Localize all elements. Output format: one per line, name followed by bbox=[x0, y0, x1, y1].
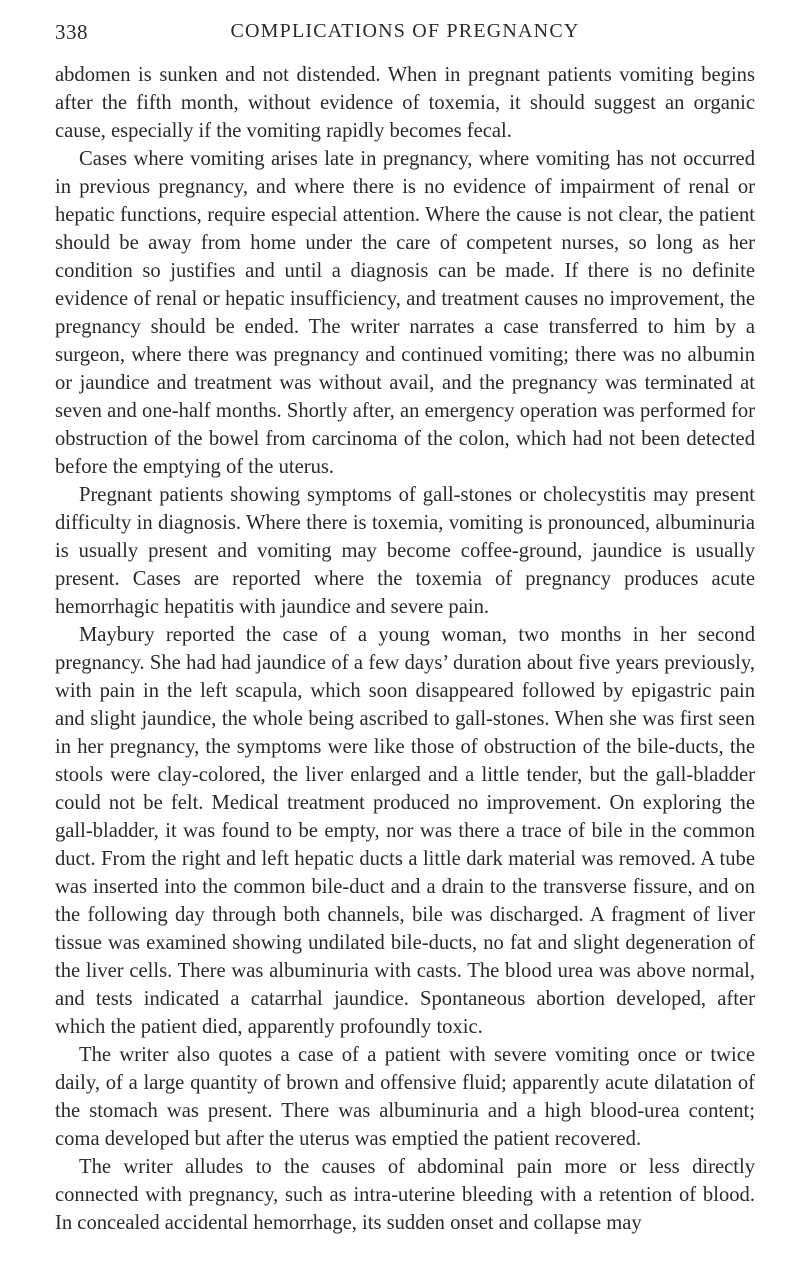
book-page bbox=[55, 18, 755, 1237]
paragraph-abdominal-pain: The writer alludes to the causes of abdominal pain more or less directly connected with pregnancy, such as intra-uterine bleeding with a retention of blood. In concealed accidental hemorrhage, its sudden onset and collapse may bbox=[55, 1156, 755, 1234]
paragraph-maybury-case: Maybury reported the case of a young woman, two months in her second pregnancy. She had had jaundice of a few days’ duration about five years previously, with pain in the left scapula, which soon disappeared followed by epigastric pain and slight jaundice, the whole being ascribed to gall-stones. When she was first seen in her pregnancy, the symptoms were like those of obstruction of the bile-ducts, the stools were clay-colored, the liver enlarged and a little tender, but the gall-bladder could not be felt. Medical treatment produced no improvement. On exploring the gall-bladder, it was found to be empty, nor was there a trace of bile in the common duct. From the right and left hepatic ducts a little dark material was removed. A tube was inserted into the common bile-duct and a drain to the transverse fissure, and on the following day through both channels, bile was discharged. A fragment of liver tissue was examined showing undilated bile-ducts, no fat and slight degeneration of the liver cells. There was albuminuria with casts. The blood urea was above normal, and tests indicated a catarrhal jaundice. Spontaneous abortion developed, after which the patient died, apparently profoundly toxic. bbox=[55, 624, 755, 1038]
paragraph-late-vomiting: Cases where vomiting arises late in pregnancy, where vomiting has not occurred in previous pregnancy, and where there is no evidence of impairment of renal or hepatic functions, require especial attention. Where the cause is not clear, the patient should be away from home under the care of competent nurses, so long as her condition so justifies and until a diagnosis can be made. If there is no definite evidence of renal or hepatic insufficiency, and treatment causes no improvement, the pregnancy should be ended. The writer narrates a case transferred to him by a surgeon, where there was pregnancy and continued vomiting; there was no albumin or jaundice and treatment was without avail, and the pregnancy was terminated at seven and one-half months. Shortly after, an emergency operation was performed for obstruction of the bowel from carcinoma of the colon, which had not been detected before the emptying of the uterus. bbox=[55, 148, 755, 478]
page-header bbox=[55, 18, 755, 54]
page-number: 338 bbox=[55, 20, 88, 44]
running-head: COMPLICATIONS OF PREGNANCY bbox=[230, 20, 580, 42]
body-text bbox=[55, 61, 755, 1237]
paragraph-gall-stones: Pregnant patients showing symptoms of gall-stones or cholecystitis may present difficulty in diagnosis. Where there is toxemia, vomiting is pronounced, albuminuria is usually present and vomiting may become coffee-ground, jaundice is usually present. Cases are reported where the toxemia of pregnancy produces acute hemorrhagic hepatitis with jaundice and severe pain. bbox=[55, 484, 755, 618]
paragraph-vomiting-case: The writer also quotes a case of a patient with severe vomiting once or twice daily, of a large quantity of brown and offensive fluid; apparently acute dilatation of the stomach was present. There was albuminuria and a high blood-urea content; coma developed but after the uterus was emptied the patient recovered. bbox=[55, 1044, 755, 1150]
paragraph-continuation: abdomen is sunken and not distended. When in pregnant patients vomiting begins after the fifth month, without evidence of toxemia, it should suggest an organic cause, especially if the vomiting rapidly becomes fecal. bbox=[55, 64, 755, 142]
